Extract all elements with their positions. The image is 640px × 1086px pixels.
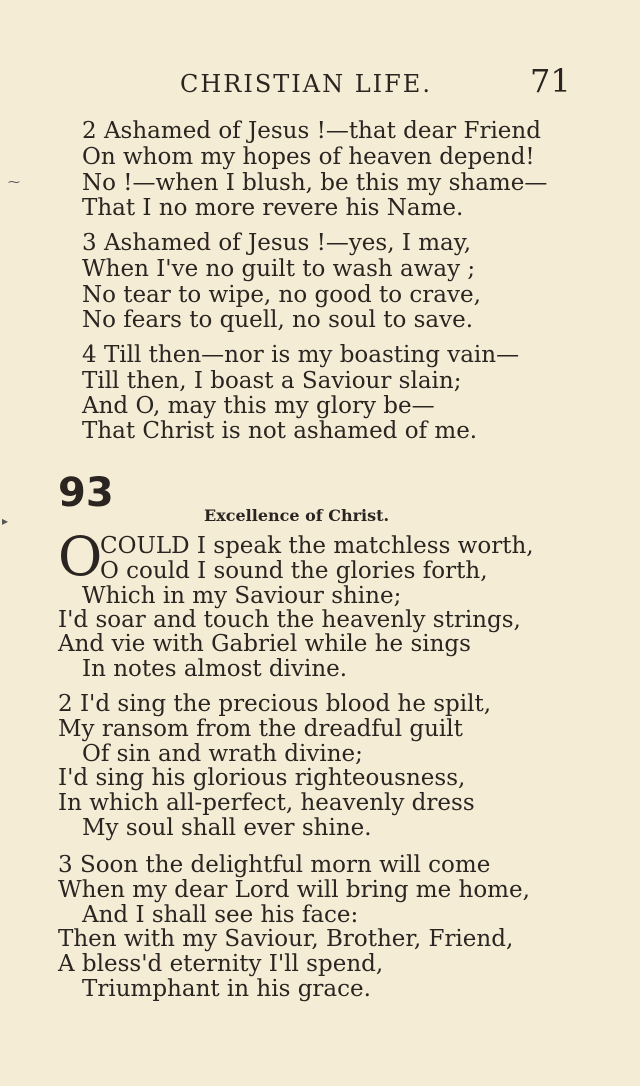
verse-line: No fears to quell, no soul to save. xyxy=(82,307,474,333)
margin-mark: ⁓ xyxy=(8,175,20,189)
verse-line: I'd soar and touch the heavenly strings, xyxy=(58,607,521,633)
verse-line: 3 Ashamed of Jesus !—yes, I may, xyxy=(82,230,472,256)
verse-line: My soul shall ever shine. xyxy=(82,815,372,841)
verse-line: Of sin and wrath divine; xyxy=(82,741,363,767)
verse-line: O could I sound the glories forth, xyxy=(100,558,488,584)
verse-line: COULD I speak the matchless worth, xyxy=(100,533,534,559)
verse-line: Triumphant in his grace. xyxy=(82,976,371,1002)
running-header: CHRISTIAN LIFE. xyxy=(180,70,432,98)
verse-line: That Christ is not ashamed of me. xyxy=(82,418,478,444)
verse-line: In notes almost divine. xyxy=(82,656,348,682)
verse-line: A bless'd eternity I'll spend, xyxy=(58,951,384,977)
verse-line: And I shall see his face: xyxy=(82,902,359,928)
verse-line: In which all-perfect, heavenly dress xyxy=(58,790,475,816)
verse-line: No !—when I blush, be this my shame— xyxy=(82,170,548,196)
verse-line: When my dear Lord will bring me home, xyxy=(58,877,530,903)
verse-line: 3 Soon the delightful morn will come xyxy=(58,852,491,878)
verse-line: Which in my Saviour shine; xyxy=(82,583,402,609)
verse-line: I'd sing his glorious righteousness, xyxy=(58,765,466,791)
verse-line: Till then, I boast a Saviour slain; xyxy=(82,368,462,394)
verse-line: That I no more revere his Name. xyxy=(82,195,464,221)
verse-line: And vie with Gabriel while he sings xyxy=(58,631,471,657)
verse-line: When I've no guilt to wash away ; xyxy=(82,256,476,282)
hymn-title: Excellence of Christ. xyxy=(204,506,390,525)
verse-line: Then with my Saviour, Brother, Friend, xyxy=(58,926,514,952)
verse-line: 4 Till then—nor is my boasting vain— xyxy=(82,342,520,368)
page-number: 71 xyxy=(530,62,571,100)
hymn-number: 93 xyxy=(58,470,114,516)
verse-line: On whom my hopes of heaven depend! xyxy=(82,144,535,170)
verse-line: 2 Ashamed of Jesus !—that dear Friend xyxy=(82,118,541,144)
verse-line: My ransom from the dreadful guilt xyxy=(58,716,463,742)
verse-line: 2 I'd sing the precious blood he spilt, xyxy=(58,691,492,717)
verse-line: No tear to wipe, no good to crave, xyxy=(82,282,481,308)
verse-line: And O, may this my glory be— xyxy=(82,393,435,419)
margin-mark: ▸ xyxy=(2,514,9,528)
drop-cap: O xyxy=(58,525,103,588)
